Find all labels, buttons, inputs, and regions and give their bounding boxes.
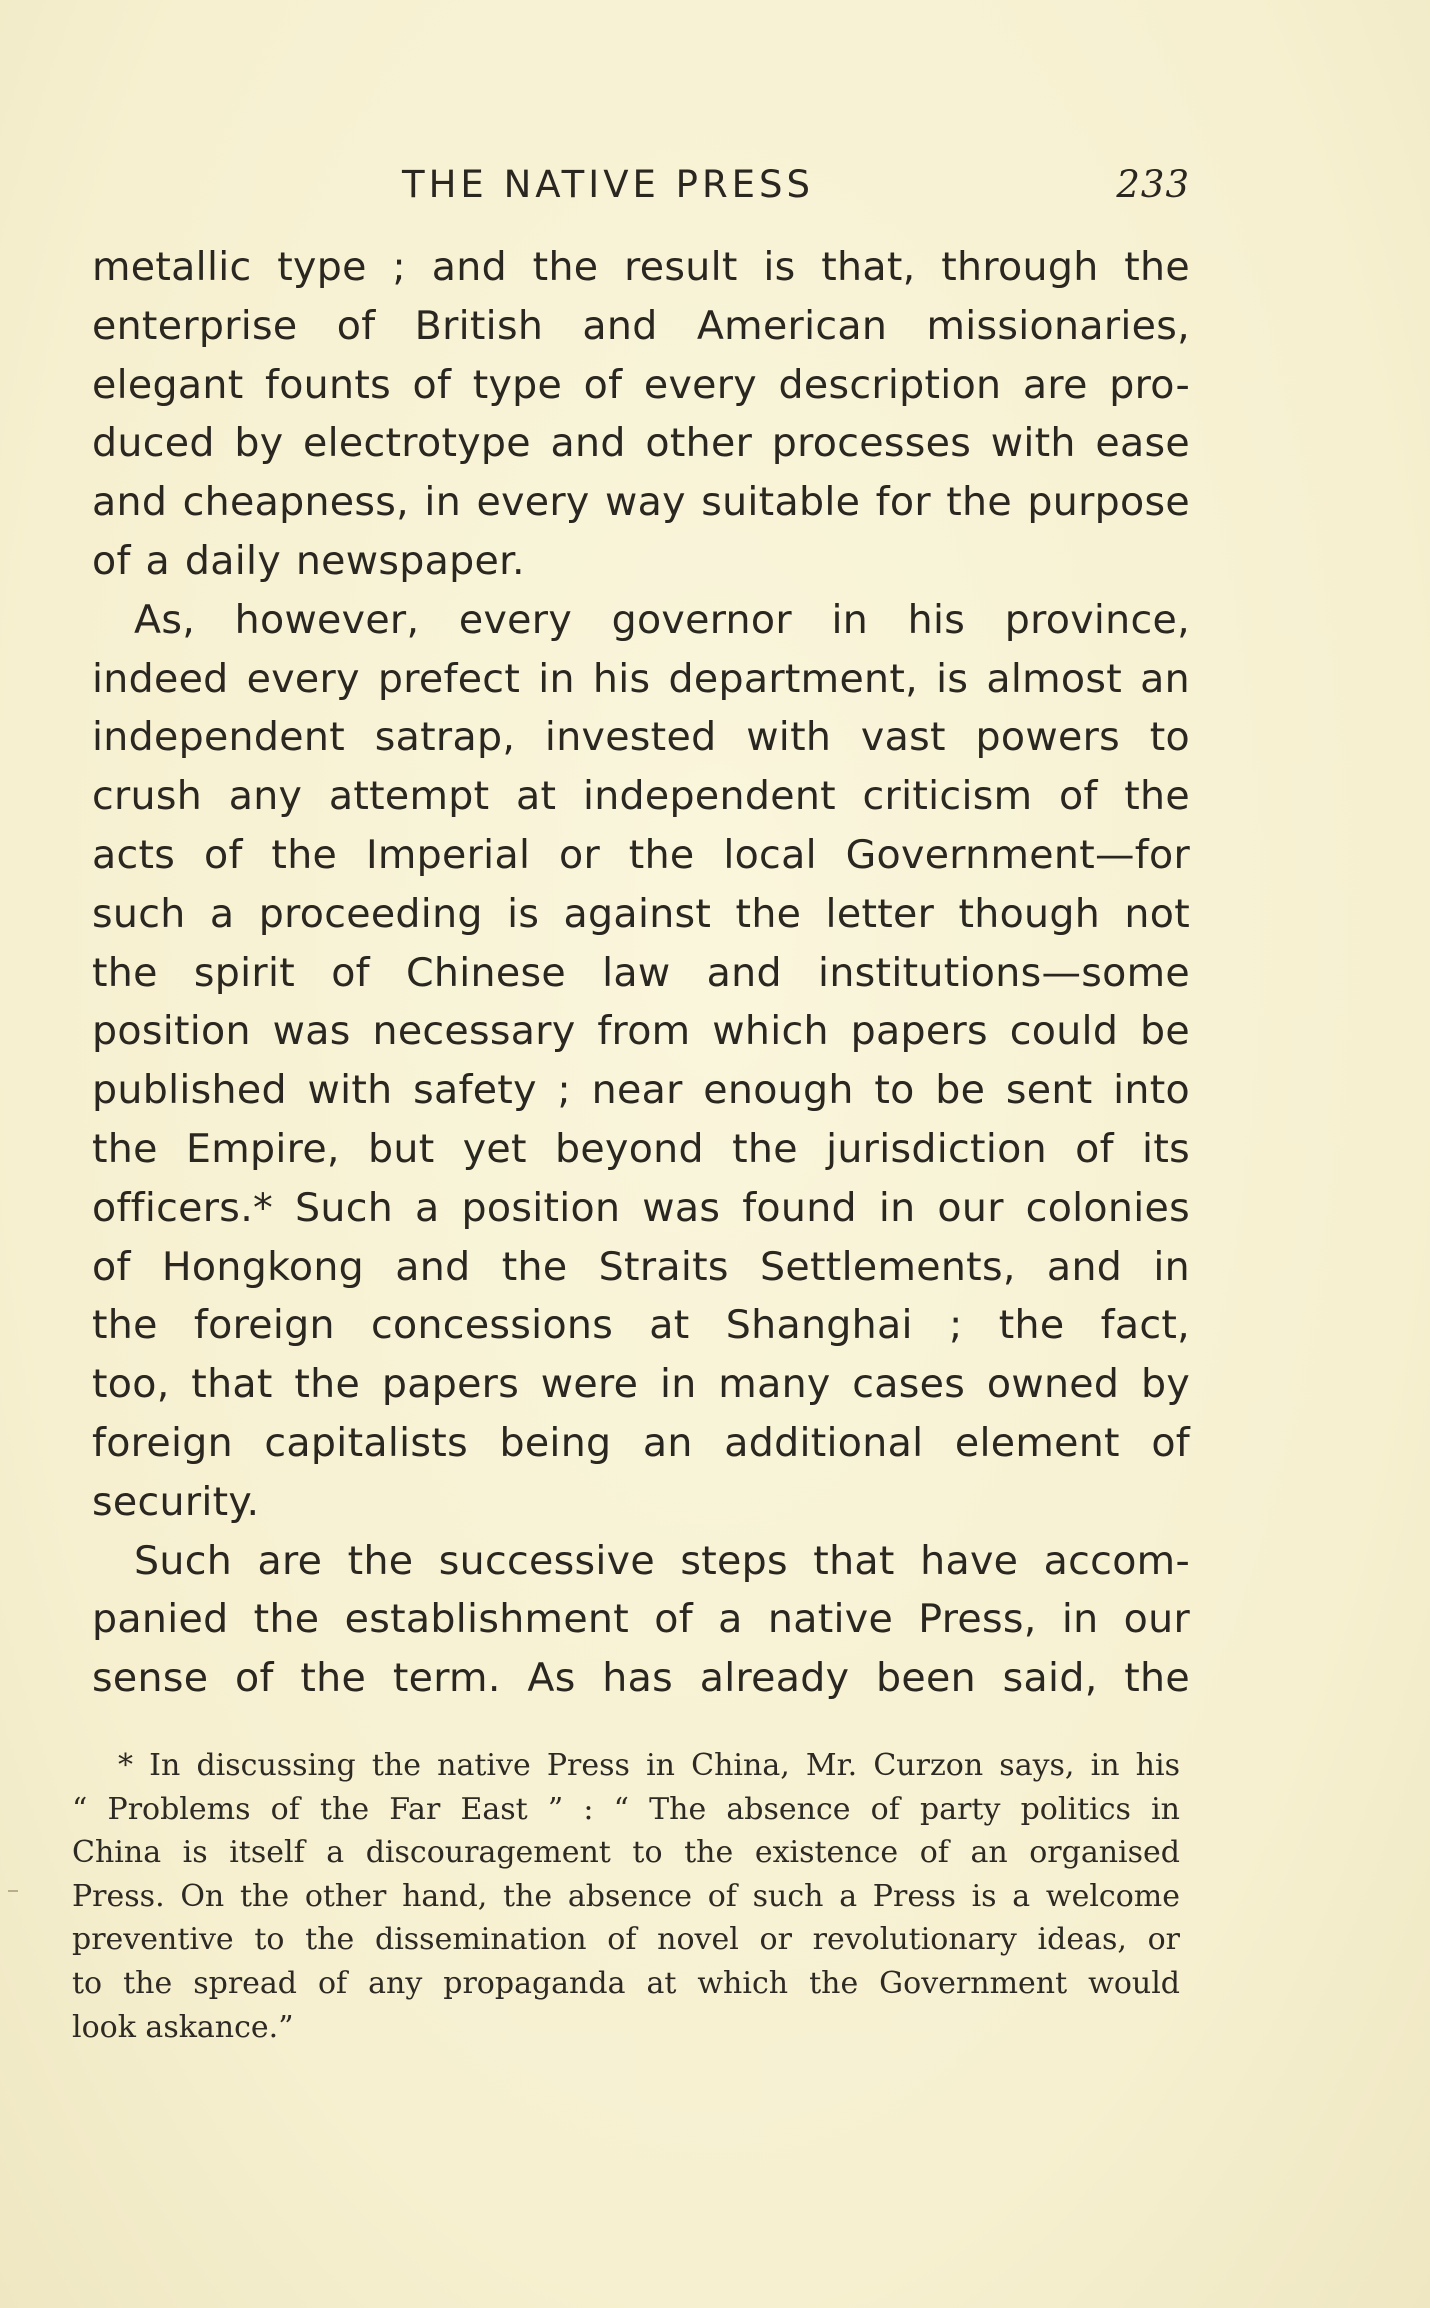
text-line: such a proceeding is against the letter though not <box>92 890 1190 937</box>
text-line: indeed every prefect in his department, is almost an <box>92 655 1190 702</box>
text-line: independent satrap, invested with vast powers to <box>92 714 1190 761</box>
text-line: enterprise of British and American missionaries, <box>92 302 1190 349</box>
footnote-line: preventive to the dissemination of novel or revolutionary ideas, or <box>72 1922 1180 1958</box>
footnote-line: to the spread of any propaganda at which the Government would <box>72 1965 1180 2001</box>
text-line: metallic type ; and the result is that, through the <box>92 244 1190 290</box>
text-line: security. <box>92 1478 260 1525</box>
running-head-title: THE NATIVE PRESS <box>402 163 815 206</box>
text-line: officers.* Such a position was found in our colonies <box>92 1184 1190 1231</box>
text-line: of a daily newspaper. <box>92 537 525 584</box>
text-line: As, however, every governor in his province, <box>134 596 1190 643</box>
text-line: acts of the Imperial or the local Government—for <box>92 831 1190 878</box>
text-line: position was necessary from which papers could be <box>92 1008 1190 1055</box>
text-line: published with safety ; near enough to be sent into <box>92 1067 1190 1114</box>
text-line: of Hongkong and the Straits Settlements, and in <box>92 1243 1190 1290</box>
footnote-line: “ Problems of the Far East ” : “ The absence of party politics in <box>72 1791 1180 1827</box>
text-line: foreign capitalists being an additional element of <box>92 1419 1190 1466</box>
text-line: the spirit of Chinese law and institutions—some <box>92 949 1190 996</box>
text-line: panied the establishment of a native Press, in our <box>92 1596 1190 1643</box>
running-head <box>92 163 1190 217</box>
body-text <box>92 238 1190 1708</box>
text-line: crush any attempt at independent criticism of the <box>92 773 1190 820</box>
footnote-line: * In discussing the native Press in China, Mr. Curzon says, in his <box>118 1748 1180 1783</box>
text-line: elegant founts of type of every description are pro- <box>92 361 1190 408</box>
text-line: Such are the successive steps that have accom- <box>134 1537 1190 1584</box>
text-line: sense of the term. As has already been said, the <box>92 1655 1190 1702</box>
footnote-line: China is itself a discouragement to the existence of an organised <box>72 1835 1180 1871</box>
text-line: duced by electrotype and other processes with ease <box>92 420 1190 467</box>
text-line: the Empire, but yet beyond the jurisdiction of its <box>92 1125 1190 1172</box>
margin-mark <box>8 1890 18 1892</box>
page-number: 233 <box>1116 163 1190 206</box>
text-line: and cheapness, in every way suitable for the purpose <box>92 479 1190 526</box>
footnote-line: look askance.” <box>72 2009 294 2045</box>
text-line: the foreign concessions at Shanghai ; the fact, <box>92 1302 1190 1349</box>
footnote-line: Press. On the other hand, the absence of such a Press is a welcome <box>72 1878 1180 1914</box>
footnote <box>72 1744 1180 2049</box>
text-line: too, that the papers were in many cases owned by <box>92 1361 1190 1408</box>
